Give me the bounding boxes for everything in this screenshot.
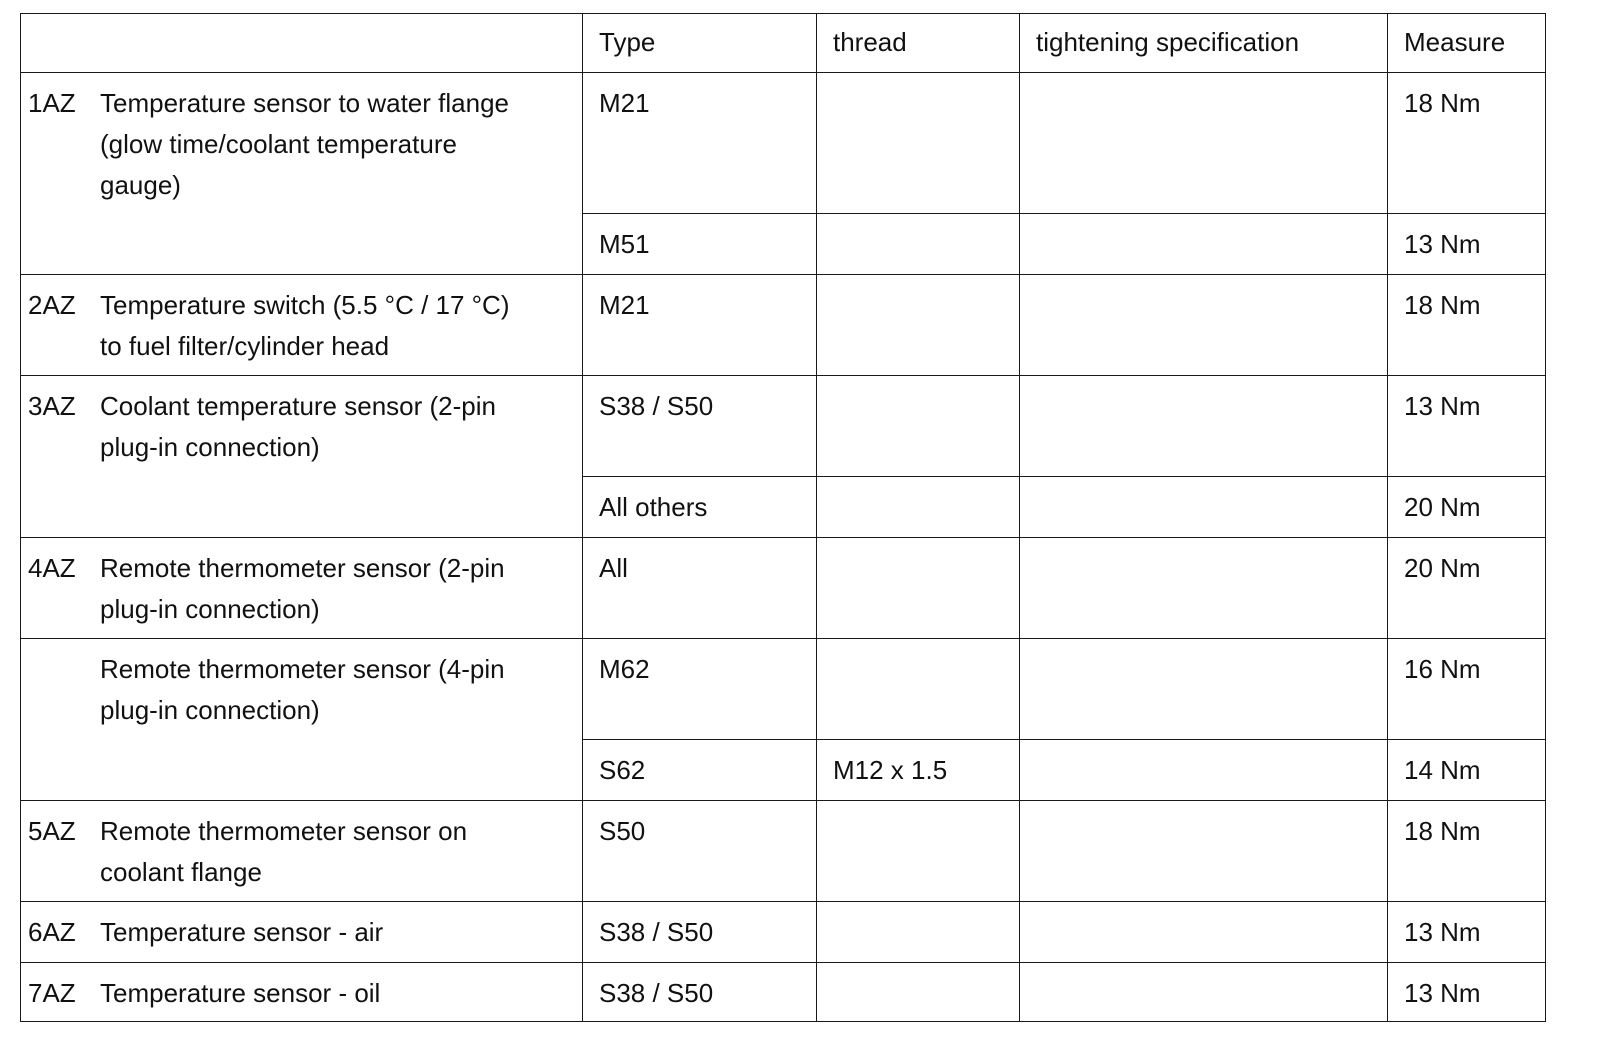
table-row — [21, 73, 1546, 214]
spec-cell — [1020, 538, 1388, 639]
thread-cell — [817, 639, 1020, 740]
component-cell — [21, 73, 583, 275]
measure-cell: 20 Nm — [1388, 477, 1546, 538]
component-cell — [21, 963, 583, 1022]
component-cell — [21, 801, 583, 902]
component-code: 7AZ — [28, 978, 76, 1008]
component-cell — [21, 376, 583, 538]
type-cell: M62 — [583, 639, 817, 740]
thread-cell — [817, 801, 1020, 902]
table-row — [21, 275, 1546, 376]
measure-cell: 13 Nm — [1388, 214, 1546, 275]
thread-cell — [817, 963, 1020, 1022]
type-cell: S38 / S50 — [583, 963, 817, 1022]
type-cell: S62 — [583, 740, 817, 801]
measure-cell: 13 Nm — [1388, 902, 1546, 963]
component-cell — [21, 902, 583, 963]
measure-cell: 18 Nm — [1388, 275, 1546, 376]
thread-cell — [817, 376, 1020, 477]
type-cell: M21 — [583, 73, 817, 214]
spec-cell — [1020, 801, 1388, 902]
header-measure: Measure — [1388, 14, 1546, 73]
measure-cell: 18 Nm — [1388, 801, 1546, 902]
spec-cell — [1020, 376, 1388, 477]
type-cell: All — [583, 538, 817, 639]
component-desc-line2: plug-in connection) — [100, 695, 320, 725]
component-code: 1AZ — [28, 88, 76, 118]
component-desc-line2: (glow time/coolant temperature — [100, 129, 457, 159]
type-cell: S38 / S50 — [583, 902, 817, 963]
component-cell — [21, 639, 583, 801]
header-thread: thread — [817, 14, 1020, 73]
spec-cell — [1020, 902, 1388, 963]
header-type: Type — [583, 14, 817, 73]
component-cell — [21, 538, 583, 639]
component-desc-line3: gauge) — [100, 170, 181, 200]
component-desc-line2: plug-in connection) — [100, 432, 320, 462]
component-cell — [21, 275, 583, 376]
header-row — [21, 14, 1546, 73]
table-row — [21, 902, 1546, 963]
component-desc-line1: Temperature sensor - oil — [100, 978, 381, 1008]
measure-cell: 16 Nm — [1388, 639, 1546, 740]
component-desc-line2: to fuel filter/cylinder head — [100, 331, 390, 361]
component-desc-line1: Temperature sensor - air — [100, 917, 384, 947]
thread-cell — [817, 477, 1020, 538]
component-desc-line1: Temperature switch (5.5 °C / 17 °C) — [100, 290, 510, 320]
component-code: 6AZ — [28, 917, 76, 947]
thread-cell — [817, 538, 1020, 639]
component-desc-line2: coolant flange — [100, 857, 262, 887]
component-code: 2AZ — [28, 290, 76, 320]
thread-cell: M12 x 1.5 — [817, 740, 1020, 801]
type-cell: S50 — [583, 801, 817, 902]
type-cell: M21 — [583, 275, 817, 376]
spec-cell — [1020, 73, 1388, 214]
component-desc-line1: Remote thermometer sensor on — [100, 816, 468, 846]
table-row — [21, 963, 1546, 1022]
table-row — [21, 801, 1546, 902]
table-row — [21, 538, 1546, 639]
spec-cell — [1020, 275, 1388, 376]
measure-cell: 14 Nm — [1388, 740, 1546, 801]
table-row — [21, 639, 1546, 740]
spec-cell — [1020, 639, 1388, 740]
component-desc-line1: Remote thermometer sensor (2-pin — [100, 553, 505, 583]
component-desc-line1: Coolant temperature sensor (2-pin — [100, 391, 496, 421]
component-code: 5AZ — [28, 816, 76, 846]
spec-cell — [1020, 214, 1388, 275]
spec-cell — [1020, 477, 1388, 538]
measure-cell: 13 Nm — [1388, 376, 1546, 477]
measure-cell: 18 Nm — [1388, 73, 1546, 214]
thread-cell — [817, 73, 1020, 214]
torque-spec-table — [20, 13, 1546, 1022]
component-code: 3AZ — [28, 391, 76, 421]
thread-cell — [817, 214, 1020, 275]
thread-cell — [817, 275, 1020, 376]
type-cell: S38 / S50 — [583, 376, 817, 477]
spec-cell — [1020, 963, 1388, 1022]
component-code: 4AZ — [28, 553, 76, 583]
measure-cell: 20 Nm — [1388, 538, 1546, 639]
header-component — [21, 14, 583, 73]
thread-cell — [817, 902, 1020, 963]
header-tightening-specification: tightening specification — [1020, 14, 1388, 73]
component-desc-line2: plug-in connection) — [100, 594, 320, 624]
type-cell: All others — [583, 477, 817, 538]
component-desc-line1: Remote thermometer sensor (4-pin — [100, 654, 505, 684]
type-cell: M51 — [583, 214, 817, 275]
component-desc-line1: Temperature sensor to water flange — [100, 88, 509, 118]
table-row — [21, 376, 1546, 477]
measure-cell: 13 Nm — [1388, 963, 1546, 1022]
spec-cell — [1020, 740, 1388, 801]
